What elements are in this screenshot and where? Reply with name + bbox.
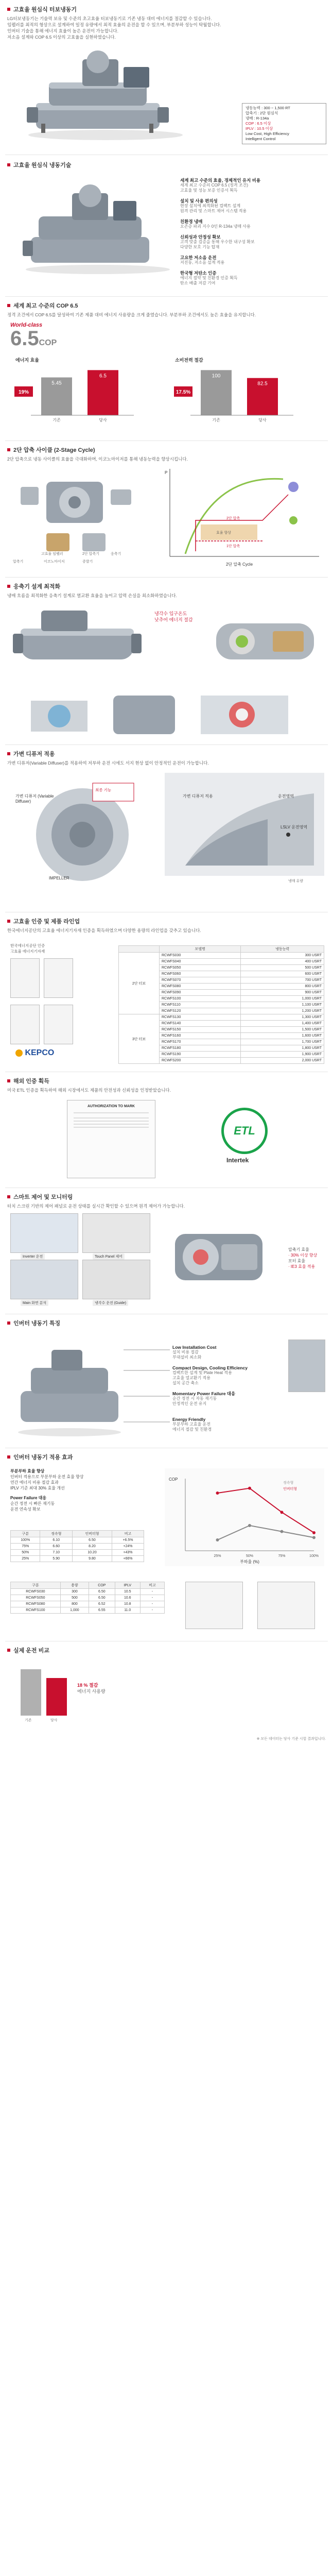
bullet-icon	[7, 1321, 10, 1325]
motor-side-notes: 압축기 효율 · 30% 이상 향상 모터 효율 · IE3 효율 적용	[288, 1247, 318, 1269]
cop-arrow-label: 19%	[18, 389, 29, 395]
capacity-cell: 1,500 USRT	[241, 1027, 324, 1033]
compressor-diagram	[10, 466, 139, 564]
label-refrigerant-flow: 냉매 유량	[288, 879, 303, 883]
screen-photo-2	[82, 1213, 150, 1253]
caption-main-screen: Main 화면 분석	[21, 1300, 48, 1306]
sec9-feature-1: Low Installation Cost 설치 비용 절감 부대설비 최소화	[172, 1345, 217, 1360]
cert-block: 한국에너지공단 인증 고효율 에너지기자재	[10, 943, 45, 954]
label-condenser: 응축기	[111, 552, 121, 556]
table-cell: 1,000	[60, 1607, 89, 1614]
hero-chiller-image	[21, 46, 190, 142]
table-cell: +24%	[112, 1544, 144, 1550]
model-cell: RCWFS090	[160, 990, 241, 996]
capacity-cell: 1,200 USRT	[241, 1008, 324, 1014]
model-cell: RCWFS040	[160, 959, 241, 965]
sec1-chiller-image	[15, 178, 180, 276]
cop-chart-title-energy: 에너지 효율	[15, 358, 39, 363]
label-economizer: 이코노마이저	[44, 560, 65, 564]
cop-bar-value: 100	[212, 373, 221, 379]
table-header-cell: 비고	[112, 1531, 144, 1537]
table-header-cell: 용량	[60, 1582, 89, 1589]
partload-table	[10, 1530, 144, 1562]
sec10-header	[0, 1453, 333, 1461]
capacity-cell: 1,800 USRT	[241, 1045, 324, 1052]
legend-fixed: 정속형	[283, 1481, 294, 1485]
compare-caption: 18 % 절감 에너지 사용량	[77, 1683, 106, 1694]
table-cell: 800	[60, 1601, 89, 1607]
series-inverter-point	[281, 1511, 284, 1514]
ph-cycle-diagram	[154, 464, 324, 567]
partload-chart	[165, 1468, 324, 1566]
bullet-icon	[7, 1455, 10, 1459]
sec4-header	[0, 582, 333, 599]
series-fixed-speed-point	[216, 1538, 219, 1541]
group-cell: 3단 터보	[119, 1014, 160, 1064]
table-row	[11, 1550, 144, 1556]
divider	[5, 440, 328, 441]
sec3-para: 2단 압축으로 냉동 사이클의 효율을 극대화하며, 이코노마이저를 통해 냉동능력을 향상시킵니다.	[7, 456, 188, 462]
sec6-title: 고효율 인증 및 제품 라인업	[7, 917, 333, 925]
cycle-tag-2stage: 2단 압축	[226, 517, 240, 520]
x-tick-label: 25%	[214, 1554, 221, 1558]
table-cell: 8.20	[72, 1544, 112, 1550]
series-inverter-point	[216, 1492, 219, 1495]
capacity-cell: 700 USRT	[241, 977, 324, 984]
cop-bar-value: 82.5	[257, 381, 268, 387]
bullet-icon	[7, 920, 10, 923]
table-cell: RCWFS080	[11, 1601, 61, 1607]
cycle-xlabel: 2단 압축 Cycle	[225, 562, 253, 567]
cop-badge: World-class 6.5COP	[10, 322, 57, 350]
group-cell: 2단 터보	[119, 953, 160, 1014]
col-capacity: 냉동능력	[241, 946, 324, 953]
capacity-cell: 500 USRT	[241, 965, 324, 971]
table-cell: -	[140, 1595, 164, 1601]
report-document-1	[185, 1582, 243, 1629]
cert-document-1	[10, 958, 40, 998]
table-header-cell: 구분	[11, 1582, 61, 1589]
model-cell: RCWFS130	[160, 1014, 241, 1021]
capacity-cell: 900 USRT	[241, 990, 324, 996]
table-cell: 10.6	[115, 1595, 140, 1601]
sec1-feature-6: 한국형 저탄소 인증 에너지 절약 및 친환경 인증 획득 탄소 배출 저감 기여	[180, 270, 238, 285]
col-model: 모델명	[160, 946, 241, 953]
lineup-table	[118, 945, 324, 1064]
sec4-para: 냉매 흐름을 최적화한 응축기 설계로 열교환 효율을 높이고 압력 손실을 최소화하였습니다.	[7, 593, 177, 598]
model-cell: RCWFS070	[160, 977, 241, 984]
table-cell: 500	[60, 1595, 89, 1601]
capacity-cell: 1,400 USRT	[241, 1021, 324, 1027]
table-cell: 25%	[11, 1556, 40, 1562]
sec2-para: 정격 조건에서 COP 6.5를 달성하여 기존 제품 대비 에너지 사용량을 크게 줄였습니다. 부분부하 조건에서도 높은 효율을 유지합니다.	[7, 312, 256, 317]
table-cell: -	[140, 1607, 164, 1614]
capacity-cell: 300 USRT	[241, 953, 324, 959]
screen-photo-4	[82, 1260, 150, 1299]
model-cell: RCWFS120	[160, 1008, 241, 1014]
sec6-para: 한국에너지공단의 고효율 에너지기자재 인증을 획득하였으며 다양한 용량의 라인업을 갖추고 있습니다.	[7, 928, 201, 933]
sec5-title: 가변 디퓨저 적용	[7, 750, 333, 758]
model-cell: RCWFS100	[160, 996, 241, 1002]
table-cell: 6.55	[89, 1607, 115, 1614]
footer-note: ※ 모든 데이터는 당사 기준 시험 결과입니다.	[256, 1737, 326, 1741]
table-row	[11, 1544, 144, 1550]
condenser-detail-image	[31, 690, 299, 737]
table-cell: +66%	[112, 1556, 144, 1562]
label-operating-range: 운전영역	[278, 794, 294, 799]
table-cell: 75%	[11, 1544, 40, 1550]
label-lslv-range: LSLV 운전영역	[281, 825, 308, 829]
sec7-title: 해외 인증 획득	[7, 1077, 333, 1085]
cycle-tag-gain: 효율 향상	[216, 531, 231, 535]
sec6-header	[0, 917, 333, 934]
sec8-title: 스마트 제어 및 모니터링	[7, 1193, 333, 1201]
sec1-feature-2: 설치 및 사용 편의성 현장 설치에 최적화된 컴팩트 설계 원격 관리 및 스마트 제어 시스템 적용	[180, 198, 247, 213]
table-cell: RCWFS050	[11, 1595, 61, 1601]
sec9-feature-2: Compact Design, Cooling Efficiency 컴팩트한 설계 및 Plate Heat 적용 고효율 열교환기 적용 설치 공간 축소	[172, 1365, 248, 1385]
compare-bar-conventional	[21, 1669, 41, 1716]
model-cell: RCWFS160	[160, 1033, 241, 1039]
diffuser-image	[10, 773, 154, 902]
model-cell: RCWFS140	[160, 1021, 241, 1027]
capacity-cell: 2,000 USRT	[241, 1058, 324, 1064]
table-header-cell: IPLV	[115, 1582, 140, 1589]
sec11-header	[0, 1646, 333, 1654]
table-header-cell: 비고	[140, 1582, 164, 1589]
model-cell: RCWFS080	[160, 984, 241, 990]
table-row	[119, 953, 324, 959]
capacity-cell: 1,100 USRT	[241, 1002, 324, 1008]
table-cell: 6.50	[89, 1589, 115, 1595]
intro-title: 고효율 원심식 터보냉동기	[7, 5, 333, 13]
table-row	[11, 1607, 165, 1614]
motor-cutaway-image	[165, 1213, 278, 1301]
hero-spec-box: 냉동능력 : 300 ~ 1,500 RT 압축기 : 2단 원심식 냉매 : R-134a COP : 6.5 이상 IPLV : 10.5 이상 Low Cost, High Efficiency Intelligent Control	[242, 103, 326, 144]
cycle-ylabel: P	[165, 470, 168, 475]
label-impeller: 고효율 임펠러	[41, 552, 63, 556]
table-cell: -	[140, 1601, 164, 1607]
caption-touch-panel: Touch Panel 제어	[93, 1253, 125, 1260]
sec8-header	[0, 1193, 333, 1209]
table-header-cell: COP	[89, 1582, 115, 1589]
intro-section	[0, 5, 333, 40]
cop-bar-value: 6.5	[99, 373, 107, 379]
series-fixed-speed-point	[312, 1536, 316, 1539]
model-cell: RCWFS110	[160, 1002, 241, 1008]
table-row	[11, 1537, 144, 1544]
capacity-cell: 1,300 USRT	[241, 1014, 324, 1021]
table-cell: 6.10	[40, 1537, 73, 1544]
model-cell: RCWFS180	[160, 1045, 241, 1052]
label-compressor: 압축기	[13, 560, 24, 564]
table-cell: 100%	[11, 1537, 40, 1544]
label-variable-diffuser: 가변 디퓨저 (Variable Diffuser)	[15, 794, 54, 804]
intertek-label: Intertek	[226, 1157, 249, 1164]
label-impeller: IMPELLER	[49, 876, 69, 880]
table-row	[119, 1014, 324, 1021]
screen-photo-1	[10, 1213, 78, 1253]
table-cell: -	[140, 1589, 164, 1595]
model-cell: RCWFS030	[160, 953, 241, 959]
control-panel-photo	[288, 1340, 325, 1392]
sec1-header	[0, 161, 333, 169]
sec7-para: 미국 ETL 인증을 획득하여 해외 시장에서도 제품의 안전성과 신뢰성을 인정받았습니다.	[7, 1088, 171, 1093]
table-cell: +43%	[112, 1550, 144, 1556]
sec1-feature-5: 고요한 저소음 운전 저진동, 저소음 설계 적용	[180, 255, 225, 265]
bullet-icon	[7, 163, 10, 166]
table-cell: +6.5%	[112, 1537, 144, 1544]
sec3-header	[0, 446, 333, 462]
table-header-cell: 정속형	[40, 1531, 73, 1537]
compare-bar-ours	[46, 1678, 67, 1716]
intro-para: LG터보냉동기는 기술력 보유 및 수준의 초고효율 터보냉동기로 기존 냉동 대비 에너지를 절감할 수 있습니다. 임펠러를 최적의 형상으로 설계하여 일정 유량에서 최적 효율의 운전을 할 수 있으며, 부분부하 성능이 탁월합니다. 인버터 기술을 통해 에너지 효율이 높은 운전이 가능합니다. 저소음 설계와 COP 6.5 이상의 고효율을 실현하였습니다.	[7, 16, 221, 40]
x-tick-label: 50%	[246, 1554, 254, 1558]
cop-bar-value: 5.45	[51, 380, 62, 386]
cert-document-2	[44, 958, 73, 998]
cop-bar-label: 당사	[258, 418, 267, 422]
capacity-cell: 400 USRT	[241, 959, 324, 965]
model-cell: RCWFS050	[160, 965, 241, 971]
label-diffuser-applied: 가변 디퓨저 적용	[183, 794, 213, 799]
series-fixed-speed-point	[281, 1530, 284, 1533]
model-cell: RCWFS190	[160, 1052, 241, 1058]
sec9-feature-4: Energy Friendly 부분부하 고효율 운전 에너지 절감 및 친환경	[172, 1417, 212, 1432]
label-evaporator: 증발기	[82, 560, 93, 564]
table-cell: 6.50	[89, 1595, 115, 1601]
caption-guide: 냉각수 운전 (Guide)	[93, 1300, 128, 1306]
condenser-cutaway-image	[211, 603, 324, 680]
table-cell: RCWFS030	[11, 1589, 61, 1595]
table-cell: 6.60	[40, 1544, 73, 1550]
sec9-title: 인버터 냉동기 특징	[7, 1319, 333, 1327]
bullet-icon	[7, 585, 10, 588]
table-cell: RCWFS100	[11, 1607, 61, 1614]
cert-document-4	[44, 1005, 73, 1044]
table-cell: 11.0	[115, 1607, 140, 1614]
table-cell: 6.50	[72, 1537, 112, 1544]
bullet-icon	[7, 8, 10, 11]
sec5-header	[0, 750, 333, 766]
table-cell: 10.20	[72, 1550, 112, 1556]
table-cell: 10.8	[115, 1601, 140, 1607]
cop-arrow-label: 17.5%	[176, 389, 191, 395]
bullet-icon	[7, 1079, 10, 1082]
capacity-cell: 600 USRT	[241, 971, 324, 977]
sec7-header	[0, 1077, 333, 1093]
condenser-callout: 냉각수 입구온도 낮추어 에너지 절감	[154, 611, 193, 622]
capacity-cell: 1,600 USRT	[241, 1033, 324, 1039]
cop-chart-energy	[10, 355, 154, 428]
table-cell: 5.90	[40, 1556, 73, 1562]
sec5-para: 가변 디퓨저(Variable Diffuser)를 적용하여 저부하 운전 시에도 서지 현상 없이 안정적인 운전이 가능합니다.	[7, 760, 209, 766]
cop-chart-power	[170, 355, 314, 428]
y-axis-label: COP	[169, 1477, 178, 1482]
sec1-feature-1: 세계 최고 수준의 효율, 경제적인 유지 비용 세계 최고 수준의 COP 6.5 (정격 조건) 고효율 및 성능 보증 인증서 획득	[180, 178, 261, 193]
sec11-title: 실제 운전 비교	[7, 1646, 333, 1654]
capacity-cell: 1,900 USRT	[241, 1052, 324, 1058]
sec2-title: 세계 최고 수준의 COP 6.5	[7, 301, 333, 310]
bullet-icon	[7, 1649, 10, 1652]
label-final-function: 최종 기능	[95, 788, 112, 792]
table-row	[11, 1556, 144, 1562]
series-inverter-point	[312, 1531, 316, 1534]
x-tick-label: 100%	[309, 1554, 319, 1558]
model-cell: RCWFS170	[160, 1039, 241, 1045]
model-cell: RCWFS200	[160, 1058, 241, 1064]
etl-mark-icon: ETL	[221, 1108, 268, 1154]
divider	[5, 577, 328, 578]
condenser-image	[10, 603, 144, 685]
kepco-logo-icon	[15, 1049, 23, 1057]
sec9-header	[0, 1319, 333, 1327]
sec1-feature-4: 신뢰성과 안정성 확보 고객 맞춤 검증을 통해 우수한 내구성 확보 다양한 보호 기능 탑재	[180, 234, 255, 249]
series-fixed-speed-point	[248, 1524, 251, 1527]
etl-certificate: AUTHORIZATION TO MARK	[67, 1100, 155, 1178]
capacity-cell: 1,000 USRT	[241, 996, 324, 1002]
table-row	[11, 1595, 165, 1601]
series-inverter-point	[248, 1487, 251, 1490]
bullet-icon	[7, 448, 10, 451]
divider	[5, 296, 328, 297]
label-2stage: 2단 압축기	[82, 552, 99, 556]
capacity-cell: 800 USRT	[241, 984, 324, 990]
model-table	[10, 1582, 165, 1614]
divider	[5, 744, 328, 745]
sec9-feature-3: Momentary Power Failure 대응 순간 정전 시 자동 재기동 안정적인 운전 유지	[172, 1391, 236, 1406]
model-cell: RCWFS150	[160, 1027, 241, 1033]
cop-chart-title-power: 소비전력 절감	[175, 358, 203, 363]
sec4-title: 응축기 설계 최적화	[7, 582, 333, 590]
table-header-cell: 인버터형	[72, 1531, 112, 1537]
x-tick-label: 75%	[278, 1554, 286, 1558]
x-axis-label: 부하율 (%)	[240, 1560, 259, 1564]
bullet-icon	[7, 752, 10, 755]
cop-bar-label: 당사	[99, 418, 107, 422]
sec8-para: 터치 스크린 기반의 제어 패널로 운전 상태를 실시간 확인할 수 있으며 원격 제어가 가능합니다.	[7, 1204, 185, 1209]
sec10-title: 인버터 냉동기 적용 효과	[7, 1453, 333, 1461]
cop-bar-label: 기존	[212, 418, 220, 422]
table-cell: 9.80	[72, 1556, 112, 1562]
sec2-header	[0, 301, 333, 318]
bullet-icon	[7, 1195, 10, 1198]
cert-document-3	[10, 1005, 40, 1044]
sec1-feature-3: 친환경 냉매 오존층 파괴 지수 0인 R-134a 냉매 사용	[180, 219, 251, 229]
sec1-title: 고효율 원심식 냉동기술	[7, 161, 333, 169]
inverter-chiller-image	[10, 1340, 129, 1437]
caption-inverter: Inverter 운전	[21, 1253, 45, 1260]
report-document-2	[257, 1582, 315, 1629]
table-row	[11, 1589, 165, 1595]
table-cell: 300	[60, 1589, 89, 1595]
capacity-cell: 1,700 USRT	[241, 1039, 324, 1045]
table-cell: 7.10	[40, 1550, 73, 1556]
legend-inverter: 인버터형	[283, 1487, 297, 1491]
compare-label-conventional: 기존	[25, 1719, 32, 1722]
cop-bar-label: 기존	[52, 418, 61, 422]
bullet-icon	[7, 304, 10, 307]
table-cell: 50%	[11, 1550, 40, 1556]
table-row	[11, 1601, 165, 1607]
cycle-tag-1stage: 1단 압축	[226, 545, 240, 548]
screen-photo-3	[10, 1260, 78, 1299]
table-header-cell: 구분	[11, 1531, 40, 1537]
model-cell: RCWFS060	[160, 971, 241, 977]
connector-lines	[124, 1340, 170, 1437]
kepco-logo: KEPCO	[15, 1048, 54, 1058]
sec10-list: 부분부하 효율 향상 인버터 적용으로 부분부하 운전 효율 향상 연간 에너지 비용 절감 효과 IPLV 기준 최대 30% 효율 개선 Power Failure 대응 순간 정전 시 빠른 재기동 운전 연속성 확보	[10, 1469, 84, 1512]
table-cell: 10.5	[115, 1589, 140, 1595]
chart-bg	[165, 1468, 324, 1566]
table-cell: 6.52	[89, 1601, 115, 1607]
sec3-title: 2단 압축 사이클 (2-Stage Cycle)	[7, 446, 333, 454]
compare-label-ours: 당사	[50, 1719, 58, 1722]
